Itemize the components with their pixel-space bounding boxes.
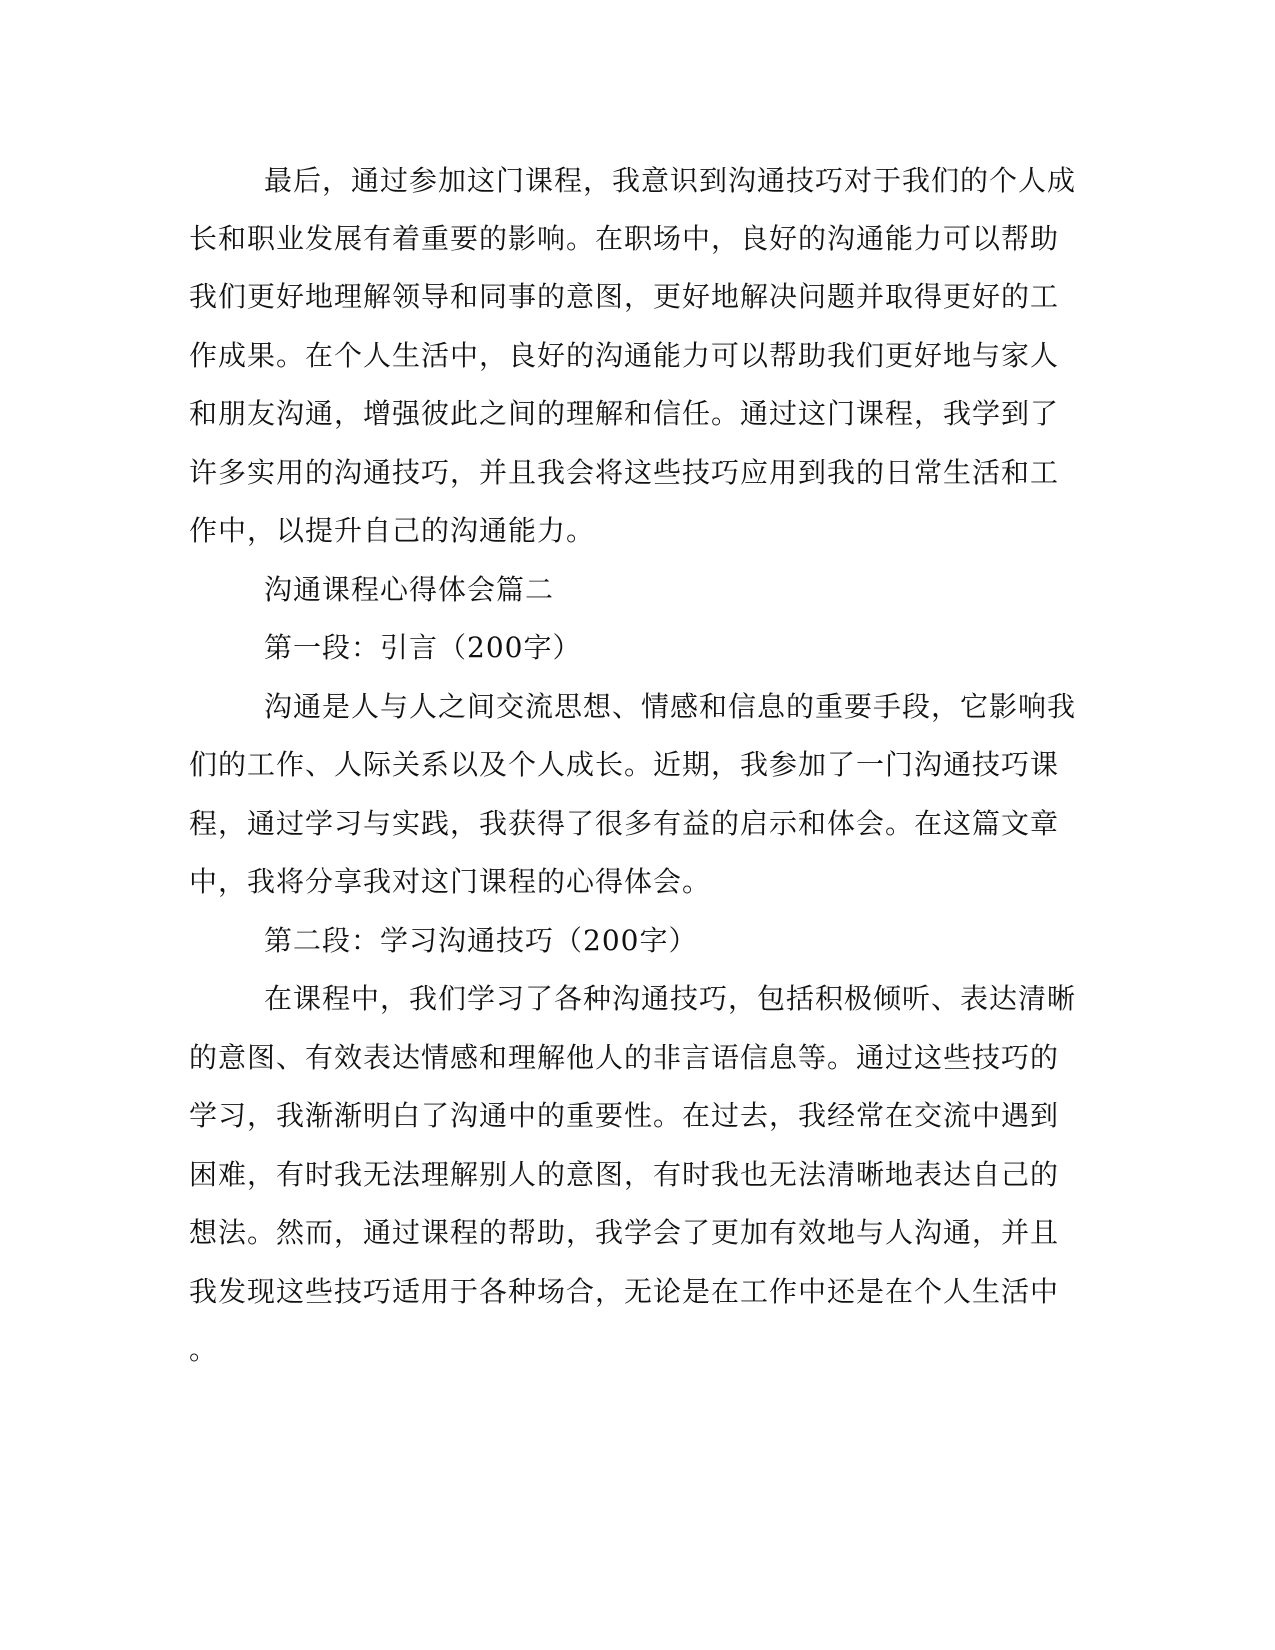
heading-section-2: 第二段：学习沟通技巧（200字） — [264, 924, 698, 957]
paragraph-3-line-4: 困难，有时我无法理解别人的意图，有时我也无法清晰地表达自己的 — [189, 1158, 1060, 1191]
paragraph-1-line-5: 和朋友沟通，增强彼此之间的理解和信任。通过这门课程，我学到了 — [189, 397, 1060, 430]
paragraph-2-line-3: 程，通过学习与实践，我获得了很多有益的启示和体会。在这篇文章 — [189, 807, 1060, 840]
paragraph-1-line-6: 许多实用的沟通技巧，并且我会将这些技巧应用到我的日常生活和工 — [189, 456, 1060, 489]
paragraph-3-line-5: 想法。然而，通过课程的帮助，我学会了更加有效地与人沟通，并且 — [189, 1216, 1060, 1249]
heading-section-1: 第一段：引言（200字） — [264, 631, 582, 664]
paragraph-1-line-3: 我们更好地理解领导和同事的意图，更好地解决问题并取得更好的工 — [189, 280, 1060, 313]
paragraph-2-line-1: 沟通是人与人之间交流思想、情感和信息的重要手段，它影响我 — [264, 690, 1077, 723]
paragraph-3-line-7: 。 — [189, 1333, 219, 1366]
paragraph-1-line-1: 最后，通过参加这门课程，我意识到沟通技巧对于我们的个人成 — [264, 164, 1077, 197]
paragraph-3-line-3: 学习，我渐渐明白了沟通中的重要性。在过去，我经常在交流中遇到 — [189, 1099, 1060, 1132]
section-title: 沟通课程心得体会篇二 — [264, 573, 555, 606]
paragraph-1-line-2: 长和职业发展有着重要的影响。在职场中，良好的沟通能力可以帮助 — [189, 222, 1060, 255]
paragraph-1-line-4: 作成果。在个人生活中，良好的沟通能力可以帮助我们更好地与家人 — [189, 339, 1060, 372]
paragraph-3-line-2: 的意图、有效表达情感和理解他人的非言语信息等。通过这些技巧的 — [189, 1041, 1060, 1074]
paragraph-2-line-4: 中，我将分享我对这门课程的心得体会。 — [189, 865, 712, 898]
paragraph-3-line-1: 在课程中，我们学习了各种沟通技巧，包括积极倾听、表达清晰 — [264, 982, 1077, 1015]
paragraph-1-line-7: 作中，以提升自己的沟通能力。 — [189, 514, 596, 547]
paragraph-2-line-2: 们的工作、人际关系以及个人成长。近期，我参加了一门沟通技巧课 — [189, 748, 1060, 781]
paragraph-3-line-6: 我发现这些技巧适用于各种场合，无论是在工作中还是在个人生活中 — [189, 1275, 1060, 1308]
